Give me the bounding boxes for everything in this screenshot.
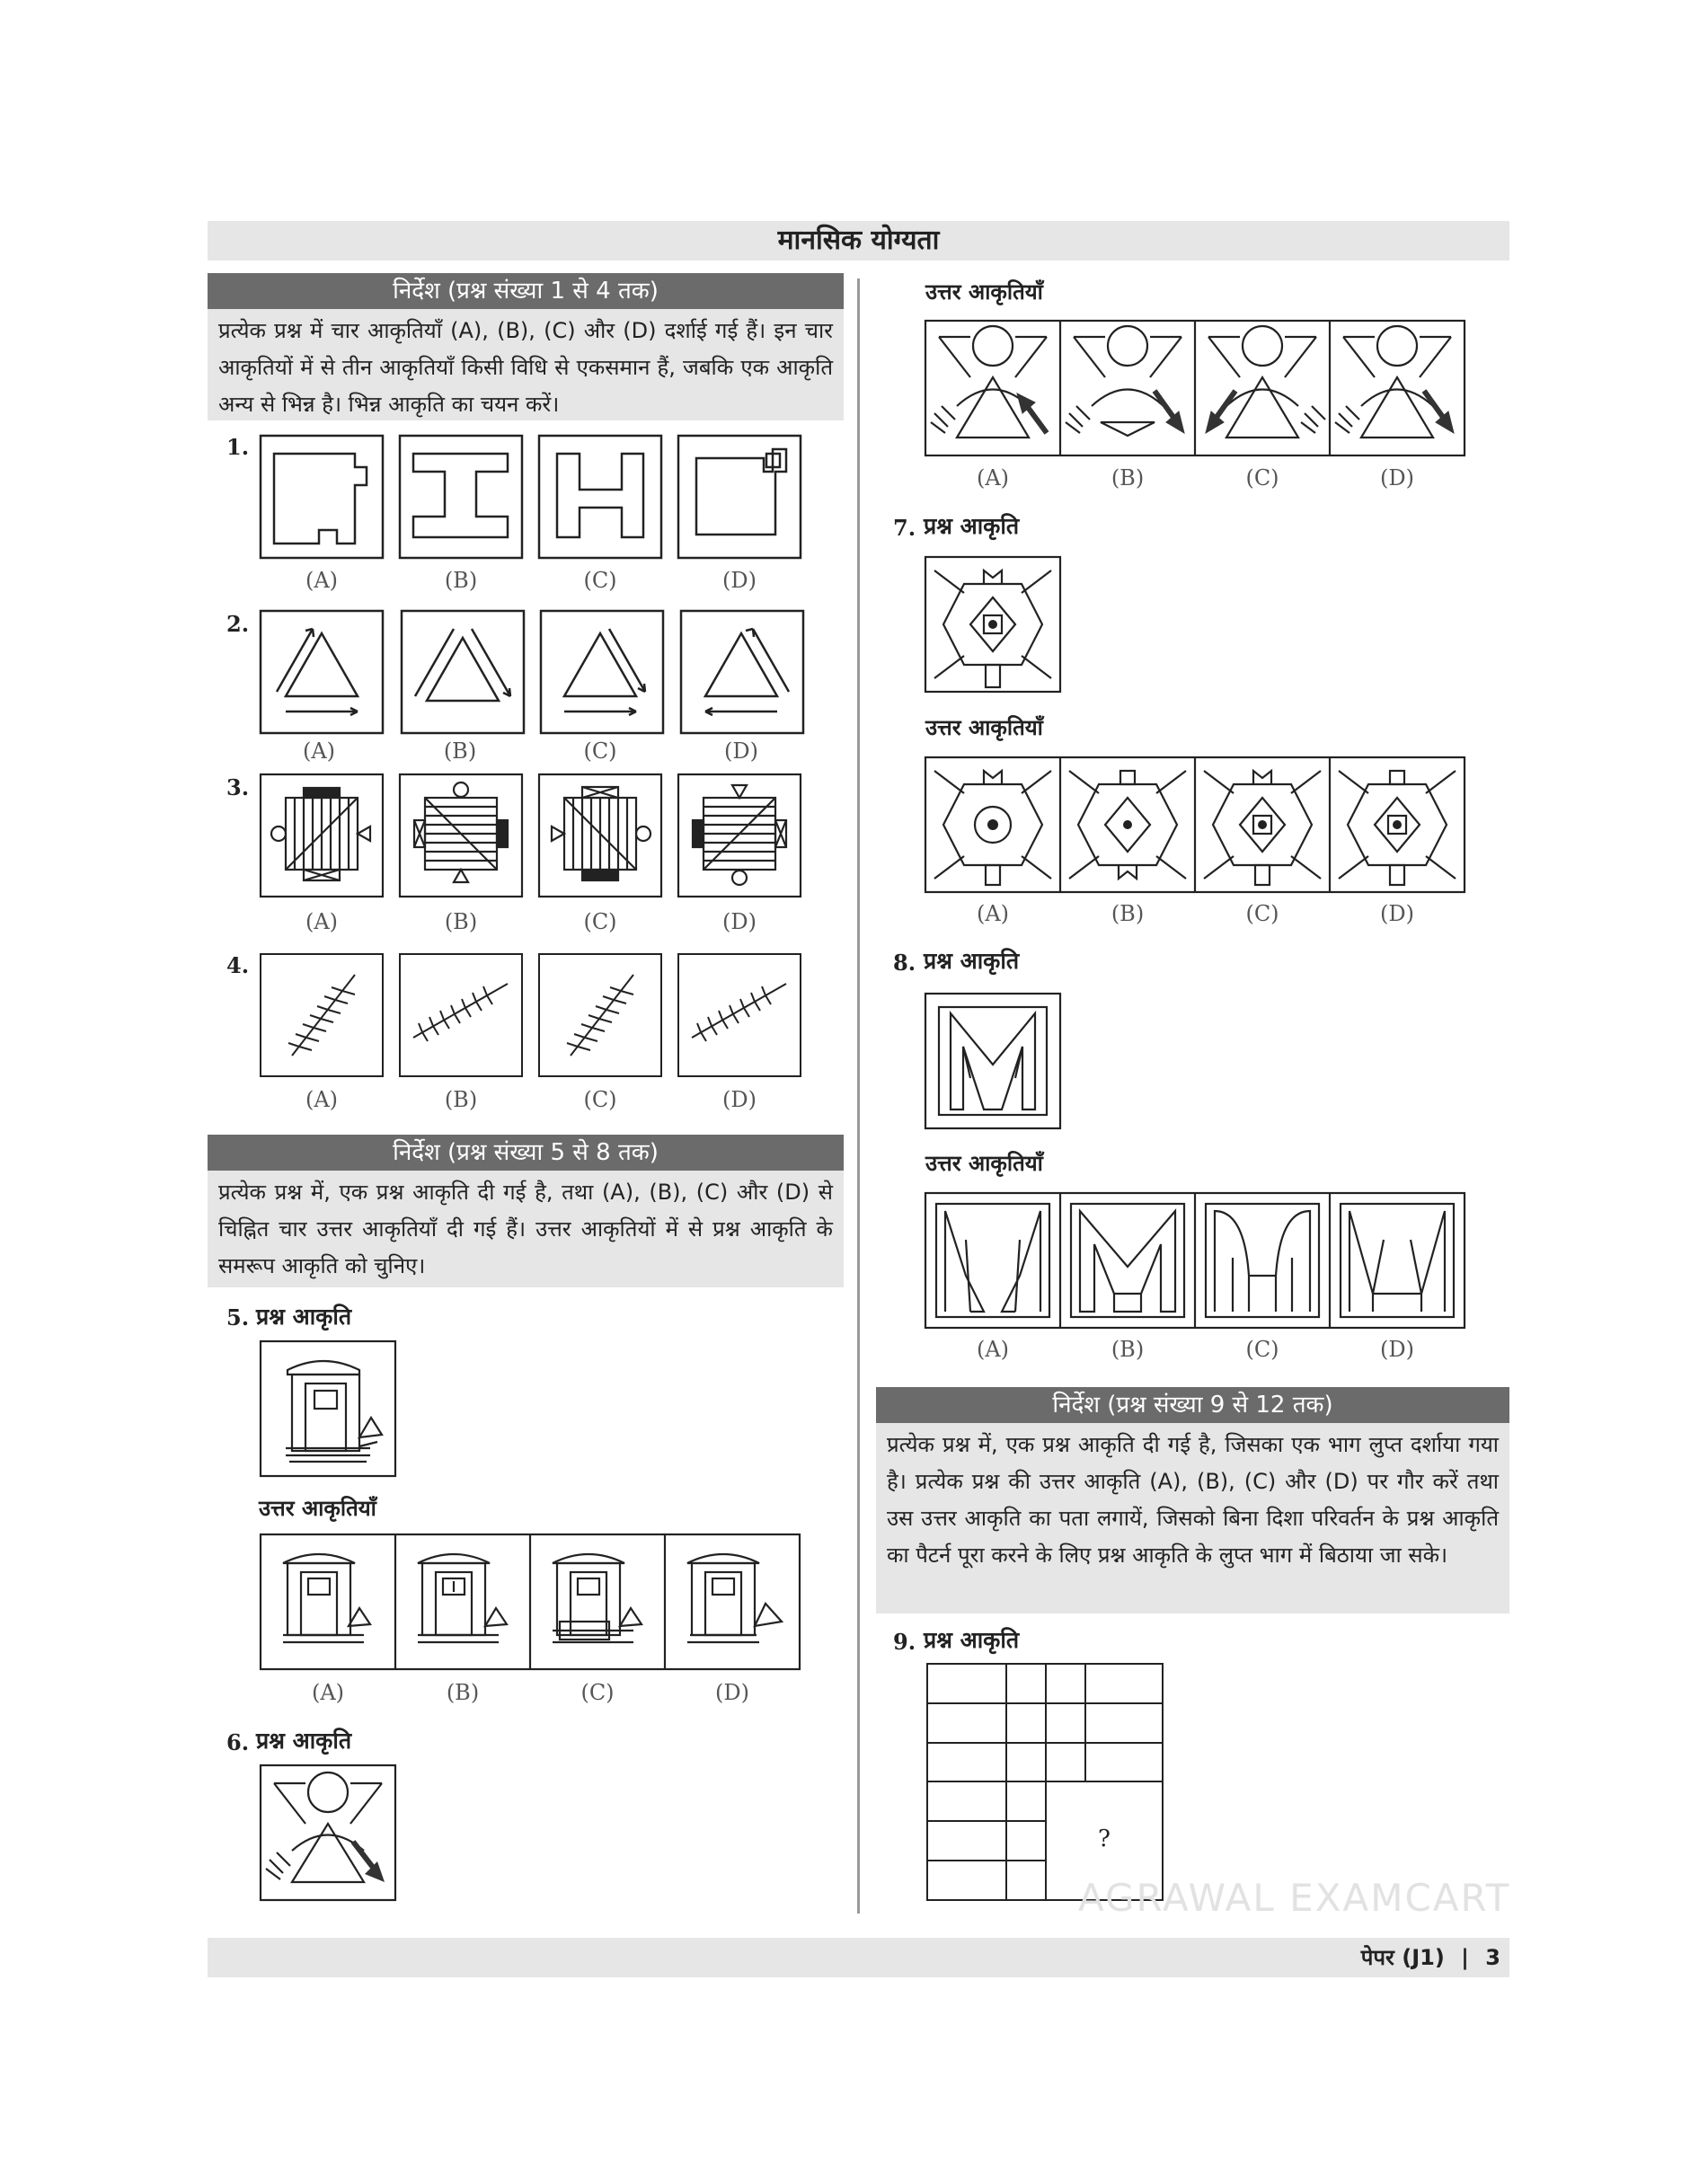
- q8-option-b-label: (B): [1111, 1337, 1145, 1362]
- q2-option-a-label: (A): [302, 738, 336, 764]
- q5-question-figure-label: प्रश्न आकृति: [256, 1304, 352, 1330]
- q6-option-c-label: (C): [1245, 465, 1279, 491]
- footer-info: [1361, 1938, 1500, 1977]
- question-number-2: 2.: [226, 611, 250, 637]
- q3-option-a-label: (A): [305, 909, 339, 934]
- question-number-8: 8.: [893, 950, 916, 976]
- q5-option-a-label: (A): [311, 1680, 345, 1705]
- q5-answer-figures-label: उत्तर आकृतियाँ: [259, 1496, 376, 1521]
- q4-option-a-label: (A): [305, 1087, 339, 1112]
- q7-option-d-label: (D): [1380, 901, 1414, 926]
- q6-option-d-label: (D): [1380, 465, 1414, 491]
- q9-missing-mark: ?: [1098, 1825, 1111, 1852]
- directions-text-1: प्रत्येक प्रश्न में चार आकृतियाँ (A), (B), (C) और (D) दर्शाई गई हैं। इन चार आकृतियों में से तीन आकृतियाँ किसी विधि से एकसमान हैं, जबकि एक आकृति अन्य से भिन्न है। भिन्न आकृति का चयन करें।: [208, 309, 844, 420]
- q7-option-c-label: (C): [1245, 901, 1279, 926]
- question-number-1: 1.: [226, 434, 250, 460]
- page-footer: [208, 1938, 1509, 1977]
- question-number-5: 5.: [226, 1304, 250, 1330]
- footer-separator: |: [1461, 1945, 1469, 1970]
- q4-option-c-label: (C): [583, 1087, 617, 1112]
- directions-heading-2: निर्देश (प्रश्न संख्या 5 से 8 तक): [208, 1135, 844, 1171]
- q8-option-a-label: (A): [976, 1337, 1010, 1362]
- q7-option-a-label: (A): [976, 901, 1010, 926]
- footer-paper-code: पेपर (J1): [1360, 1945, 1445, 1970]
- q7-answer-figures-label: उत्तर आकृतियाँ: [925, 715, 1043, 740]
- directions-text-3: प्रत्येक प्रश्न में, एक प्रश्न आकृति दी गई है, जिसका एक भाग लुप्त दर्शाया गया है। प्रत्येक प्रश्न की उत्तर आकृति (A), (B), (C) और (D) पर गौर करें तथा उस उत्तर आकृति का पता लगायें, जिसको बिना दिशा परिवर्तन के प्रश्न आकृति का पैटर्न पूरा करने के लिए प्रश्न आकृति के लुप्त भाग में बिठाया जा सके।: [876, 1423, 1509, 1613]
- directions-text-2: प्रत्येक प्रश्न में, एक प्रश्न आकृति दी गई है, तथा (A), (B), (C) और (D) से चिह्नित चार उत्तर आकृतियाँ दी गई हैं। उत्तर आकृतियों में से प्रश्न आकृति के समरूप आकृति को चुनिए।: [208, 1171, 844, 1287]
- q5-option-d-label: (D): [715, 1680, 749, 1705]
- q4-option-b-label: (B): [444, 1087, 478, 1112]
- q2-option-c-label: (C): [583, 738, 617, 764]
- question-number-7: 7.: [893, 515, 916, 541]
- question-number-4: 4.: [226, 952, 250, 978]
- q1-option-c-label: (C): [583, 568, 617, 593]
- q3-option-d-label: (D): [722, 909, 757, 934]
- q7-question-figure-label: प्रश्न आकृति: [924, 513, 1020, 539]
- question-number-3: 3.: [226, 774, 250, 800]
- question-number-6: 6.: [226, 1729, 250, 1755]
- q3-option-c-label: (C): [583, 909, 617, 934]
- directions-heading-1: निर्देश (प्रश्न संख्या 1 से 4 तक): [208, 273, 844, 309]
- q1-option-b-label: (B): [444, 568, 478, 593]
- q1-option-a-label: (A): [305, 568, 339, 593]
- q4-option-d-label: (D): [722, 1087, 757, 1112]
- q7-option-b-label: (B): [1111, 901, 1145, 926]
- q2-option-d-label: (D): [724, 738, 758, 764]
- q8-option-c-label: (C): [1245, 1337, 1279, 1362]
- q3-option-b-label: (B): [444, 909, 478, 934]
- q9-question-figure-label: प्रश्न आकृति: [924, 1627, 1020, 1653]
- q8-question-figure-label: प्रश्न आकृति: [924, 948, 1020, 974]
- q5-option-b-label: (B): [446, 1680, 480, 1705]
- q1-option-d-label: (D): [722, 568, 757, 593]
- q8-option-d-label: (D): [1380, 1337, 1414, 1362]
- footer-page-number: 3: [1485, 1945, 1500, 1970]
- q2-option-b-label: (B): [443, 738, 477, 764]
- page-title: मानसिक योग्यता: [208, 221, 1509, 261]
- question-number-9: 9.: [893, 1629, 916, 1655]
- q6-question-figure-label: प्रश्न आकृति: [256, 1728, 352, 1754]
- q5-option-c-label: (C): [580, 1680, 615, 1705]
- q8-answer-figures-label: उत्तर आकृतियाँ: [925, 1151, 1043, 1176]
- column-divider: [857, 278, 860, 1914]
- watermark: AGRAWAL EXAMCART: [1078, 1876, 1511, 1920]
- directions-heading-3: निर्देश (प्रश्न संख्या 9 से 12 तक): [876, 1387, 1509, 1423]
- q6-option-a-label: (A): [976, 465, 1010, 491]
- q9-question-figure: [0, 0, 1, 1]
- q6-answer-figures-label: उत्तर आकृतियाँ: [925, 279, 1043, 305]
- q6-option-b-label: (B): [1111, 465, 1145, 491]
